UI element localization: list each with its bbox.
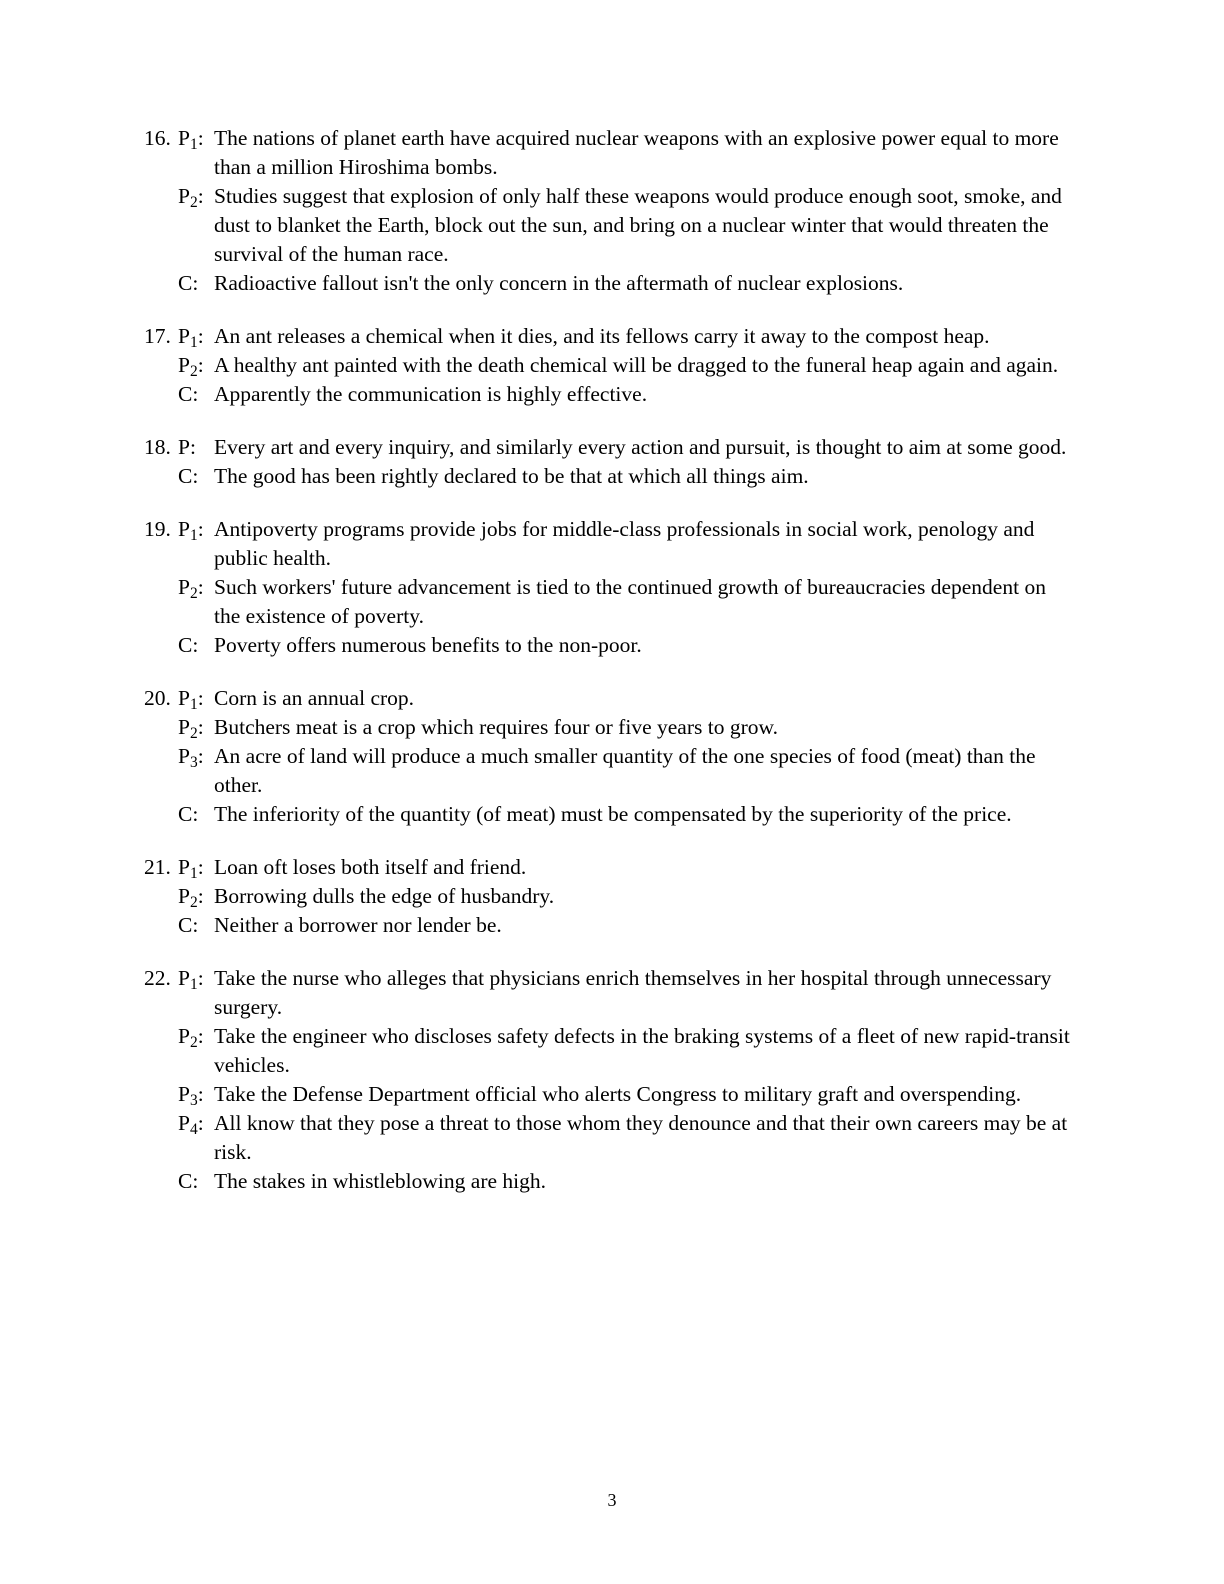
line-text: Take the nurse who alleges that physicians enrich themselves in her hospital through unnecessary surgery. [214, 966, 1052, 1019]
label-subscript: 2 [189, 193, 198, 211]
line-label: C: [178, 802, 199, 826]
page-number: 3 [607, 1490, 617, 1510]
label-subscript: 1 [189, 695, 198, 713]
line-text: Take the Defense Department official who alerts Congress to military graft and overspending. [214, 1082, 1022, 1106]
line-label: P: [178, 435, 196, 459]
premise-line [144, 742, 1074, 800]
argument-item [144, 853, 1074, 940]
line-label: $P_2$: [178, 184, 204, 211]
premise-line [144, 322, 1074, 351]
premise-line [144, 351, 1074, 380]
line-label: $P_2$: [178, 575, 204, 602]
label-subscript: 2 [189, 893, 198, 911]
line-label: $P_2$: [178, 353, 204, 380]
conclusion-line [144, 800, 1074, 829]
argument-item [144, 964, 1074, 1196]
line-label: $P_2$: [178, 1024, 204, 1051]
label-subscript: 3 [189, 753, 198, 771]
line-text: All know that they pose a threat to those whom they denounce and that their own careers may be at risk. [214, 1111, 1068, 1164]
label-subscript: 3 [189, 1091, 198, 1109]
line-label: $P_1$: [178, 126, 204, 153]
line-text: Studies suggest that explosion of only half these weapons would produce enough soot, smoke, and dust to blanket the Earth, block out the sun, and bring on a nuclear winter that would threaten the survival of the human race. [214, 184, 1062, 266]
argument-item [144, 322, 1074, 409]
line-text: Such workers' future advancement is tied to the continued growth of bureaucracies dependent on the existence of poverty. [214, 575, 1046, 628]
premise-line [144, 1022, 1074, 1080]
premise-line [144, 182, 1074, 269]
label-subscript: 1 [189, 333, 198, 351]
argument-item [144, 124, 1074, 298]
line-text: An ant releases a chemical when it dies, and its fellows carry it away to the compost heap. [214, 324, 990, 348]
premise-line [144, 853, 1074, 882]
line-text: The nations of planet earth have acquired nuclear weapons with an explosive power equal to more than a million Hiroshima bombs. [214, 126, 1059, 179]
line-text: The good has been rightly declared to be that at which all things aim. [214, 464, 809, 488]
premise-line [144, 1080, 1074, 1109]
item-number: 17. [144, 324, 171, 348]
line-label: $P_4$: [178, 1111, 204, 1138]
line-text: Neither a borrower nor lender be. [214, 913, 502, 937]
argument-item [144, 433, 1074, 491]
line-label: $P_3$: [178, 744, 204, 771]
premise-line [144, 124, 1074, 182]
premise-line [144, 433, 1074, 462]
line-label: $P_3$: [178, 1082, 204, 1109]
line-text: The stakes in whistleblowing are high. [214, 1169, 546, 1193]
premise-line [144, 964, 1074, 1022]
premise-line [144, 1109, 1074, 1167]
item-number: 22. [144, 966, 171, 990]
argument-list [144, 124, 1074, 1220]
conclusion-line [144, 269, 1074, 298]
line-text: Butchers meat is a crop which requires four or five years to grow. [214, 715, 778, 739]
item-number: 16. [144, 126, 171, 150]
line-label: C: [178, 271, 199, 295]
line-label: $P_1$: [178, 686, 204, 713]
line-text: A healthy ant painted with the death chemical will be dragged to the funeral heap again and again. [214, 353, 1059, 377]
line-label: C: [178, 464, 199, 488]
line-text: Every art and every inquiry, and similarly every action and pursuit, is thought to aim at some good. [214, 435, 1067, 459]
label-subscript: 1 [189, 864, 198, 882]
item-number: 19. [144, 517, 171, 541]
line-label: $P_1$: [178, 966, 204, 993]
item-number: 20. [144, 686, 171, 710]
premise-line [144, 515, 1074, 573]
line-text: Apparently the communication is highly effective. [214, 382, 648, 406]
item-number: 21. [144, 855, 171, 879]
line-text: Borrowing dulls the edge of husbandry. [214, 884, 555, 908]
label-subscript: 1 [189, 526, 198, 544]
line-label: $P_1$: [178, 855, 204, 882]
label-subscript: 1 [189, 135, 198, 153]
line-text: Take the engineer who discloses safety defects in the braking systems of a fleet of new rapid-transit vehicles. [214, 1024, 1070, 1077]
label-subscript: 2 [189, 584, 198, 602]
label-subscript: 4 [189, 1120, 198, 1138]
line-label: C: [178, 633, 199, 657]
line-text: An acre of land will produce a much smaller quantity of the one species of food (meat) than the other. [214, 744, 1036, 797]
line-text: Antipoverty programs provide jobs for middle-class professionals in social work, penology and public health. [214, 517, 1035, 570]
line-label: $P_2$: [178, 715, 204, 742]
line-label: C: [178, 1169, 199, 1193]
label-subscript: 2 [189, 1033, 198, 1051]
argument-item [144, 515, 1074, 660]
label-subscript: 1 [189, 975, 198, 993]
line-label: $P_2$: [178, 884, 204, 911]
line-text: Loan oft loses both itself and friend. [214, 855, 527, 879]
premise-line [144, 573, 1074, 631]
line-text: Radioactive fallout isn't the only concern in the aftermath of nuclear explosions. [214, 271, 904, 295]
premise-line [144, 882, 1074, 911]
label-subscript: 2 [189, 362, 198, 380]
conclusion-line [144, 462, 1074, 491]
conclusion-line [144, 911, 1074, 940]
line-label: $P_1$: [178, 324, 204, 351]
line-text: Corn is an annual crop. [214, 686, 415, 710]
line-text: The inferiority of the quantity (of meat) must be compensated by the superiority of the price. [214, 802, 1012, 826]
label-subscript: 2 [189, 724, 198, 742]
line-label: C: [178, 382, 199, 406]
conclusion-line [144, 1167, 1074, 1196]
line-text: Poverty offers numerous benefits to the non-poor. [214, 633, 642, 657]
premise-line [144, 713, 1074, 742]
item-number: 18. [144, 435, 171, 459]
premise-line [144, 684, 1074, 713]
conclusion-line [144, 380, 1074, 409]
line-label: $P_1$: [178, 517, 204, 544]
line-label: C: [178, 913, 199, 937]
conclusion-line [144, 631, 1074, 660]
argument-item [144, 684, 1074, 829]
